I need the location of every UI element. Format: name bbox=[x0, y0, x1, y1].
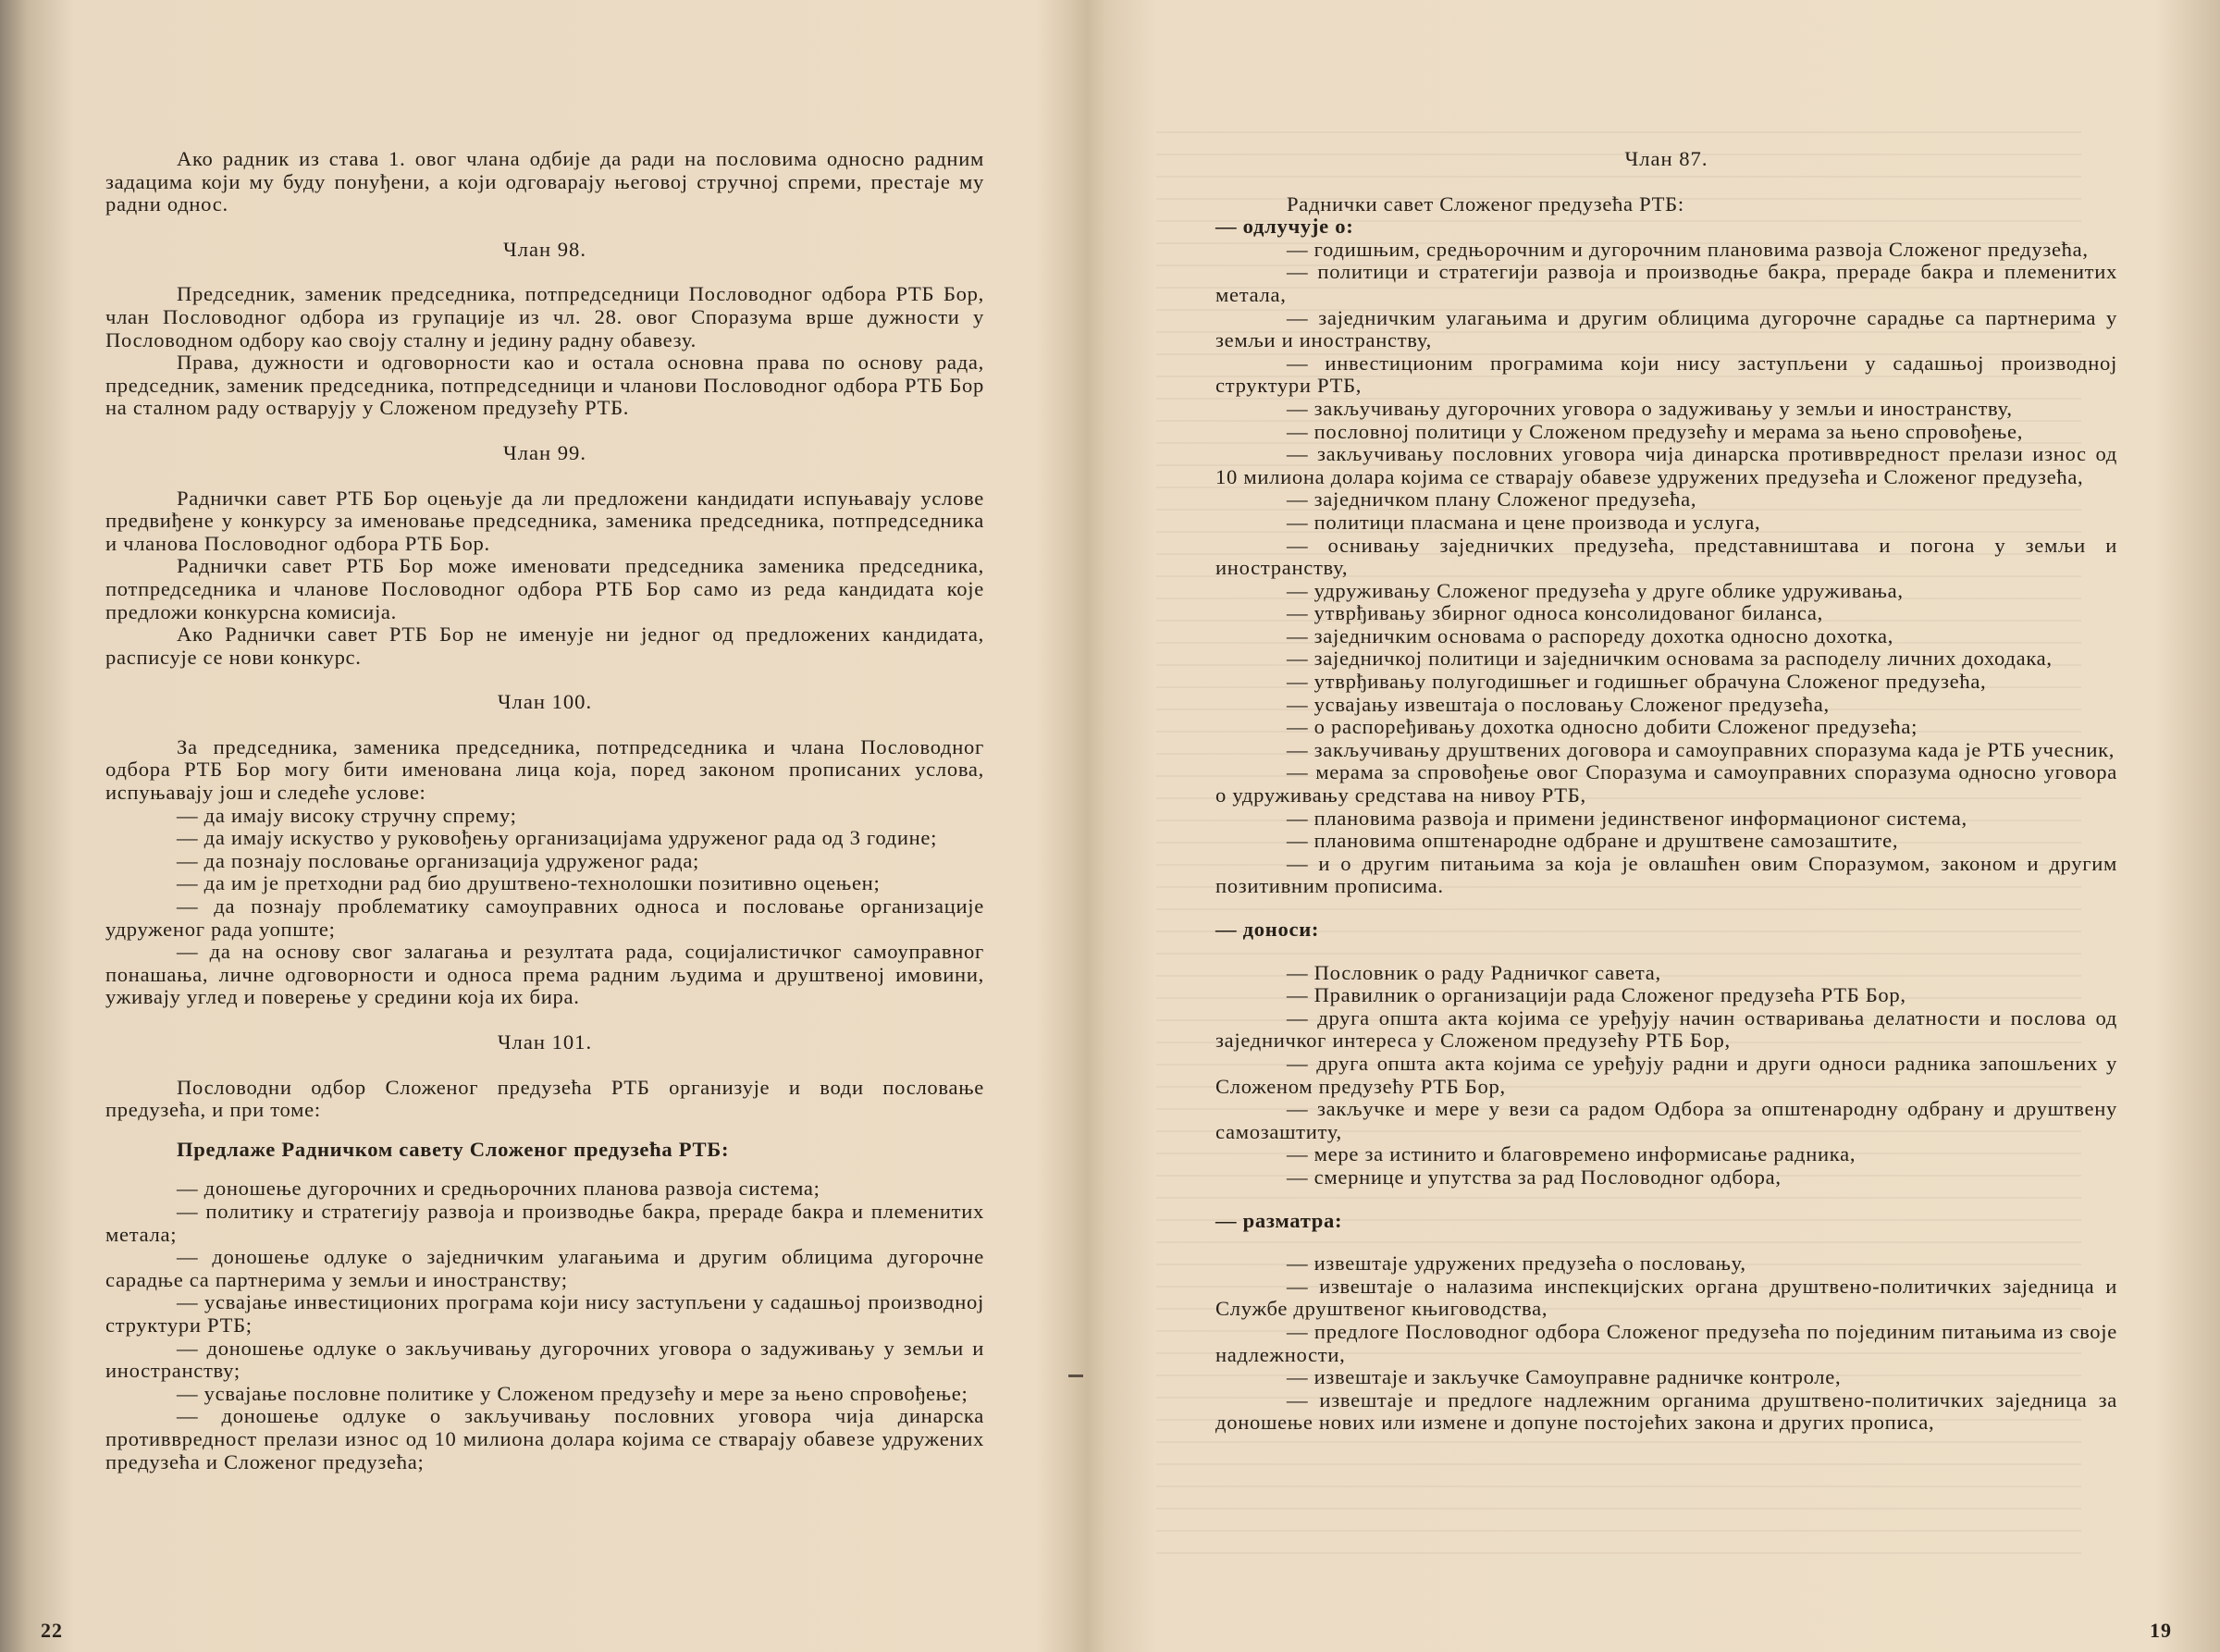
list-item: — доношење одлуке о закључивању дугорочних уговора о задуживању у земљи и иностранству; bbox=[105, 1336, 984, 1383]
list-item: — годишњим, средњорочним и дугорочним плановима развоја Сложеног предузећа, bbox=[1287, 237, 2089, 261]
list-item: — доношење одлуке о заједничким улагањима и другим облицима дугорочне сарадње са партнерима у земљи и иностранству; bbox=[105, 1245, 984, 1291]
list-item: — мере за истинито и благовремено информисање радника, bbox=[1287, 1142, 1856, 1166]
list-item: — мерама за спровођење овог Споразума и самоуправних споразума односно уговора о удруживању средстава на нивоу РТБ, bbox=[1215, 760, 2117, 808]
list-item: — усвајање пословне политике у Сложеном предузећу и мере за њено спровођење; bbox=[177, 1381, 968, 1405]
list-item: — и о другим питањима за која је овлашћен овим Споразумом, законом и другим позитивним прописима. bbox=[1215, 851, 2117, 898]
list-item: — да познају проблематику самоуправних односа и пословање организације удруженог рада уопште; bbox=[105, 894, 984, 941]
list-item: — инвестиционим програмима који нису заступљени у садашњој производној структури РТБ, bbox=[1215, 351, 2117, 398]
list-item: — друга општа акта којима се уређују радни и други односи радника запошљених у Сложеном предузећу РТБ Бор, bbox=[1215, 1051, 2117, 1098]
paragraph: Ако радник из става 1. овог члана одбије да ради на пословима односно радним задацима који му буду понуђени, а који одговарају његовој стручној спреми, престаје му радни однос. bbox=[105, 147, 984, 216]
list-item: — извештаје о налазима инспекцијских органа друштвено-политичких заједница и Службе друштвеног књиговодства, bbox=[1215, 1274, 2117, 1321]
article-heading: Члан 101. bbox=[497, 1030, 593, 1054]
right-page-text bbox=[1215, 148, 2117, 1435]
list-item: — плановима општенародне одбране и друштвене самозаштите, bbox=[1287, 829, 1899, 853]
list-item: — доношење дугорочних и средњорочних планова развоја система; bbox=[177, 1177, 820, 1201]
list-item: — политици пласмана и цене производа и услуга, bbox=[1287, 510, 1761, 534]
list-item: — друга општа акта којима се уређују начин остваривања делатности и послова од заједничког интереса у Сложеном предузећу РТБ Бор, bbox=[1215, 1005, 2117, 1053]
right-page bbox=[1090, 0, 2220, 1652]
paragraph: Раднички савет РТБ Бор може именовати председника заменика председника, потпредседника и чланове Пословодног одбора РТБ Бор само из реда кандидата које предложи конкурсна комисија. bbox=[105, 554, 984, 623]
list-item: — заједничкој политици и заједничким основама за расподелу личних доходака, bbox=[1287, 647, 2053, 671]
list-item: — усвајању извештаја о пословању Сложеног предузећа, bbox=[1287, 692, 1830, 716]
gutter-mark bbox=[1068, 1375, 1083, 1377]
list-item: — политици и стратегији развоја и производње бакра, прераде бакра и племенитих метала, bbox=[1215, 260, 2117, 306]
article-heading: Члан 99. bbox=[503, 440, 586, 464]
section-heading: — доноси: bbox=[1215, 918, 1320, 941]
paragraph: Ако Раднички савет РТБ Бор не именује ни једног од предложених кандидата, расписује се нови конкурс. bbox=[105, 623, 984, 669]
left-page-text bbox=[105, 148, 984, 1473]
list-item: — извештаје и предлоге надлежним органима друштвено-политичких заједница за доношење нових или измене и допуне постојећих закона и других прописа, bbox=[1215, 1387, 2117, 1435]
article-heading: Члан 98. bbox=[503, 237, 586, 261]
paragraph: Права, дужности и одговорности као и остала основна права по основу рада, председник, заменик председника, потпредседници и чланови Пословодног одбора РТБ Бор на сталном раду остварују у Сложеном предузећу РТБ. bbox=[105, 351, 984, 420]
list-item: — закључивању друштвених договора и самоуправних споразума када је РТБ учесник, bbox=[1287, 737, 2115, 761]
list-item: — Правилник о организацији рада Сложеног предузећа РТБ Бор, bbox=[1287, 983, 1906, 1007]
list-item: — утврђивању полугодишњег и годишњег обрачуна Сложеног предузећа, bbox=[1287, 670, 1987, 694]
section-heading: Предлаже Радничком савету Сложеног предузећа РТБ: bbox=[177, 1137, 730, 1161]
right-page-number: 19 bbox=[2150, 1619, 2172, 1642]
list-item: — закључке и мере у вези са радом Одбора за општенародну одбрану и друштвену самозаштиту, bbox=[1215, 1097, 2117, 1143]
paragraph: Раднички савет РТБ Бор оцењује да ли предложени кандидати испуњавају услове предвиђене у конкурсу за именовање председника, заменика председника, потпредседника и чланова Пословодног одбора РТБ Бор. bbox=[105, 486, 984, 555]
paragraph: Председник, заменик председника, потпредседници Пословодног одбора РТБ Бор, члан Пословодног одбора из групације из чл. 28. овог Споразума врше дужности у Пословодном одбору као своју сталну и једину радну обавезу. bbox=[105, 282, 984, 351]
list-item: — политику и стратегију развоја и производње бакра, прераде бакра и племенитих метала; bbox=[105, 1199, 984, 1246]
list-item: — да имају високу стручну спрему; bbox=[177, 803, 517, 827]
list-item: — оснивању заједничких предузећа, представништава и погона у земљи и иностранству, bbox=[1215, 533, 2117, 580]
list-item: — о распоређивању дохотка односно добити Сложеног предузећа; bbox=[1287, 715, 1918, 739]
list-item: — заједничким основама о распореду дохотка односно дохотка, bbox=[1287, 623, 1894, 647]
list-item: — закључивању пословних уговора чија динарска противвредност прелази износ од 10 милиона долара којима се стварају обавезе удружених предузећа и Сложеног предузећа, bbox=[1215, 442, 2117, 488]
list-item: — извештаје и закључке Самоуправне радничке контроле, bbox=[1287, 1365, 1842, 1389]
list-item: — Пословник о раду Радничког савета, bbox=[1287, 960, 1661, 984]
list-item: — утврђивању збирног односа консолидованог биланса, bbox=[1287, 601, 1824, 625]
list-item: — закључивању дугорочних уговора о задуживању у земљи и иностранству, bbox=[1287, 396, 2013, 420]
list-item: — заједничким улагањима и другим облицима дугорочне сарадње са партнерима у земљи и иностранству, bbox=[1215, 305, 2117, 352]
paragraph: Раднички савет Сложеног предузећа РТБ: bbox=[1287, 191, 1684, 216]
list-item: — извештаје удружених предузећа о пословању, bbox=[1287, 1251, 1746, 1276]
list-item: — предлоге Пословодног одбора Сложеног предузећа по појединим питањима из своје надлежности, bbox=[1215, 1319, 2117, 1366]
section-heading: — разматра: bbox=[1215, 1208, 1343, 1232]
article-heading: Члан 100. bbox=[497, 690, 593, 714]
paragraph: За председника, заменика председника, потпредседника и члана Пословодног одбора РТБ Бор могу бити именована лица која, поред законом прописаних услова, испуњавају још и следеће услове: bbox=[105, 734, 984, 805]
left-page-number: 22 bbox=[41, 1619, 63, 1642]
list-item: — доношење одлуке о закључивању пословних уговора чија динарска противвредност прелази износ од 10 милиона долара којима се стварају обавезе удружених предузећа и Сложеног предузећа; bbox=[105, 1404, 984, 1473]
list-item: — плановима развоја и примени јединственог информационог система, bbox=[1287, 806, 1967, 830]
list-item: — да им је претходни рад био друштвено-технолошки позитивно оцењен; bbox=[177, 871, 881, 895]
list-item: — усвајање инвестиционих програма који нису заступљени у садашњој производној структури РТБ; bbox=[105, 1290, 984, 1337]
list-item: — удруживању Сложеног предузећа у друге облике удруживања, bbox=[1287, 578, 1904, 602]
list-item: — да познају пословање организација удруженог рада; bbox=[177, 848, 700, 872]
list-item: — заједничком плану Сложеног предузећа, bbox=[1287, 487, 1697, 512]
list-item: — да имају искуство у руковођењу организацијама удруженог рада од 3 године; bbox=[177, 826, 938, 850]
article-heading: Члан 87. bbox=[1624, 147, 1708, 170]
section-heading: — одлучује о: bbox=[1215, 215, 1354, 239]
paragraph: Пословодни одбор Сложеног предузећа РТБ организује и води пословање предузећа, и при томе: bbox=[105, 1075, 984, 1122]
list-item: — смернице и упутства за рад Пословодног одбора, bbox=[1287, 1165, 1782, 1189]
list-item: — да на основу свог залагања и резултата рада, социјалистичког самоуправног понашања, личне одговорности и односа према радним људима и друштвеној имовини, уживају углед и поверење у средини која их бира. bbox=[105, 940, 984, 1009]
list-item: — пословној политици у Сложеном предузећу и мерама за њено спровођење, bbox=[1287, 419, 2024, 443]
left-page bbox=[0, 0, 1090, 1652]
